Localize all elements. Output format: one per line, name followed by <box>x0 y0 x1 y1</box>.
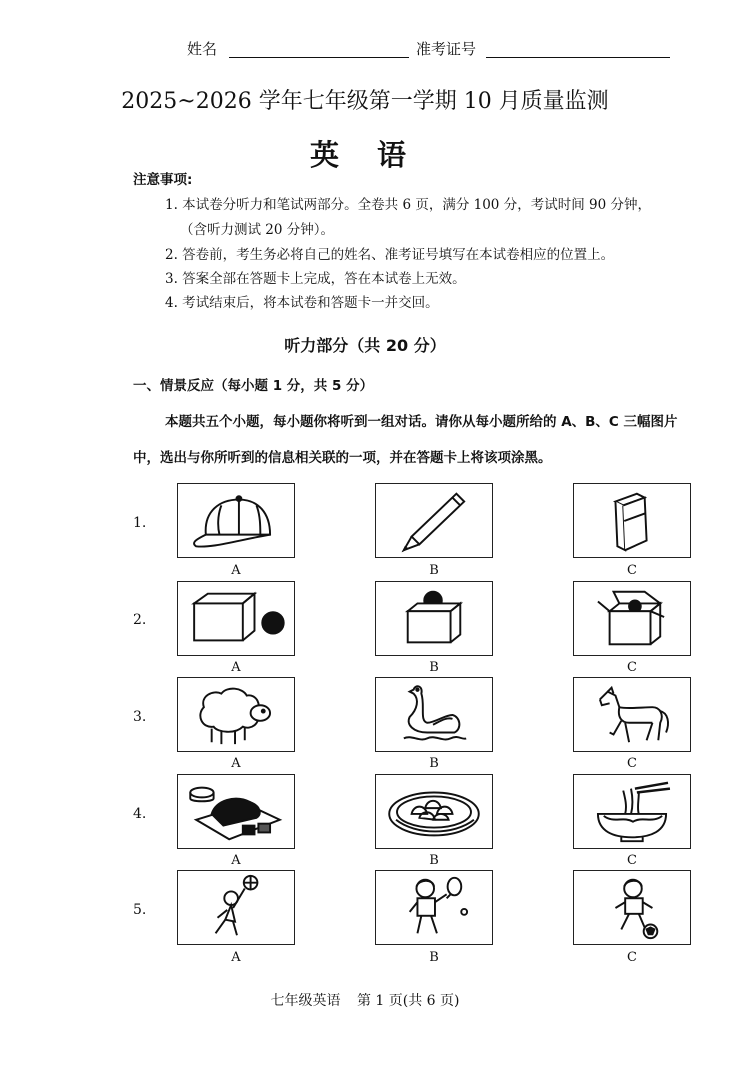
option-letter: C <box>627 950 637 965</box>
name-label: 姓名 <box>187 40 218 58</box>
pencil-icon[interactable] <box>375 483 493 558</box>
option-letter: C <box>627 853 637 868</box>
boy-football-icon[interactable] <box>573 870 691 945</box>
ball-beside-box-icon[interactable] <box>177 581 295 656</box>
exam-number-label: 准考证号 <box>416 40 477 58</box>
note-item: 3. 答案全部在答题卡上完成，答在本试卷上无效。 <box>165 271 466 287</box>
ball-in-box-icon[interactable] <box>573 581 691 656</box>
option-letter: C <box>627 756 637 771</box>
question-number: 1. <box>133 515 147 531</box>
instruction-line: 本题共五个小题，每小题你将听到一组对话。请你从每小题所给的 A、B、C 三幅图片 <box>165 414 678 430</box>
option-letter: A <box>231 660 241 675</box>
subject-title: 英 语 <box>309 138 421 172</box>
notes-title: 注意事项: <box>133 172 193 188</box>
listening-section-heading: 听力部分（共 20 分） <box>284 336 446 355</box>
option-letter: A <box>231 950 241 965</box>
eraser-icon[interactable] <box>573 483 691 558</box>
option-letter: B <box>429 660 439 675</box>
option-letter: B <box>429 563 439 578</box>
note-item: 1. 本试卷分听力和笔试两部分。全卷共 6 页，满分 100 分，考试时间 90 分钟， <box>165 197 651 213</box>
note-item: 2. 答卷前，考生务必将自己的姓名、准考证号填写在本试卷相应的位置上。 <box>165 247 615 263</box>
question-number: 4. <box>133 806 147 822</box>
noodles-bowl-icon[interactable] <box>573 774 691 849</box>
question-number: 2. <box>133 612 147 628</box>
roast-duck-icon[interactable] <box>177 774 295 849</box>
question-number: 3. <box>133 709 147 725</box>
option-letter: B <box>429 853 439 868</box>
exam-title: 2025~2026 学年七年级第一学期 10 月质量监测 <box>121 89 609 114</box>
note-item: （含听力测试 20 分钟）。 <box>180 222 335 238</box>
part-one-heading: 一、情景反应（每小题 1 分，共 5 分） <box>133 378 374 394</box>
option-letter: A <box>231 853 241 868</box>
page-footer <box>0 990 730 1010</box>
option-letter: A <box>231 756 241 771</box>
option-letter: C <box>627 660 637 675</box>
option-letter: B <box>429 756 439 771</box>
option-letter: A <box>231 563 241 578</box>
boy-tennis-icon[interactable] <box>375 870 493 945</box>
exam-number-field[interactable] <box>486 57 670 58</box>
sheep-icon[interactable] <box>177 677 295 752</box>
option-letter: C <box>627 563 637 578</box>
ball-on-box-icon[interactable] <box>375 581 493 656</box>
footer-page-number: 第 1 页(共 6 页) <box>356 993 460 1009</box>
note-item: 4. 考试结束后，将本试卷和答题卡一并交回。 <box>165 295 439 311</box>
footer-subject: 七年级英语 <box>270 993 341 1009</box>
name-field[interactable] <box>229 57 409 58</box>
swan-icon[interactable] <box>375 677 493 752</box>
dumplings-plate-icon[interactable] <box>375 774 493 849</box>
horse-icon[interactable] <box>573 677 691 752</box>
option-letter: B <box>429 950 439 965</box>
instruction-line: 中，选出与你所听到的信息相关联的一项，并在答题卡上将该项涂黑。 <box>133 450 552 466</box>
question-number: 5. <box>133 902 147 918</box>
baseball-cap-icon[interactable] <box>177 483 295 558</box>
boy-basketball-icon[interactable] <box>177 870 295 945</box>
